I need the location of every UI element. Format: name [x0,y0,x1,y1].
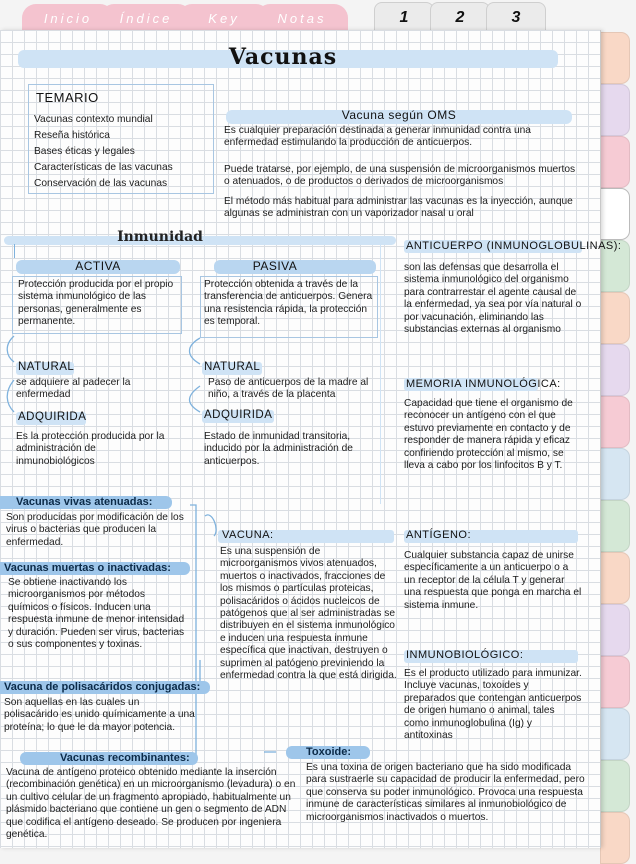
activa-adquirida-heading: ADQUIRIDA [18,411,87,423]
memoria-text: Capacidad que tiene el organismo de reconocer un antígeno con el que estuvo previamente en contacto y de responder de manera rápida y eficaz confiriendo protección al mismo, se lleva a cabo por los linfocitos B y T. [404,398,573,472]
side-tab[interactable] [600,656,630,708]
anticuerpo-heading: ANTICUERPO (INMUNOGLOBULINAS): [406,240,622,252]
side-tab[interactable] [600,812,630,864]
vacuna-text: Es una suspensión de microorganismos vivos atenuados, muertos o inactivados, fracciones de los mismos o partículas proteicas, polisacáridos o ácidos nucleicos de patógenos que al ser administradas se distribuyen en el sistema inmunológico e inducen una respuesta inmune específica que inactivan, destruyen o suprimen al patógeno previniendo la enfermedad contra la que está dirigida. [220,546,397,682]
side-tab[interactable] [600,604,630,656]
tab-notas[interactable]: Notas [256,4,348,34]
activa-heading: ACTIVA [75,259,121,273]
oms-administration: El método más habitual para administrar las vacunas es la inyección, aunque algunas se administran con un vaporizador nasal u oral [224,196,573,220]
temario-item[interactable]: Bases éticas y legales [34,146,135,157]
inmunidad-heading: Inmunidad [117,229,203,245]
pasiva-natural-text: Paso de anticuerpos de la madre al niño, a través de la placenta [208,377,369,401]
polisacaridos-text: Son aquellas en las cuales un polisacárido es unido químicamente a una proteína; lo que le da mayor potencia. [4,697,195,733]
tab-page-1[interactable]: 1 [374,2,434,33]
recombinantes-heading: Vacunas recombinantes: [60,752,190,764]
oms-examples: Puede tratarse, por ejemplo, de una suspensión de microorganismos muertos o atenuados, o de productos o derivados de microorganismos [224,164,576,188]
antigeno-heading: ANTÍGENO: [406,529,472,541]
temario-item[interactable]: Vacunas contexto mundial [34,114,153,125]
page-title: Vacunas [228,44,338,70]
side-tab[interactable] [600,32,630,84]
side-tab[interactable] [600,396,630,448]
temario-item[interactable]: Reseña histórica [34,130,110,141]
tab-page-3[interactable]: 3 [486,2,546,33]
activa-adquirida-text: Es la protección producida por la administración de inmunobiológicos [16,431,165,467]
side-tab[interactable] [598,188,630,240]
arrow-pasiva-natural [190,338,201,364]
antigeno-text: Cualquier substancia capaz de unirse específicamente a un anticuerpo o a un receptor de la célula T y generar una respuesta que ponga en marcha el sistema inmune. [404,550,582,611]
temario-item[interactable]: Conservación de las vacunas [34,178,168,189]
tab-key[interactable]: Key [178,4,270,34]
muertas-heading: Vacunas muertas o inactivadas: [4,562,171,574]
arrow-activa-natural [7,336,14,362]
oms-heading: Vacuna según OMS [341,108,457,122]
recombinantes-text: Vacuna de antígeno proteico obtenido mediante la inserción (recombinación genética) en un microorganismo (levadura) o en un cultivo celular de un fragmento apropiado, habitualmente un plásmido bacteriano que contiene un gen o segmento de ADN que codifica el antígeno deseado. Se producen por ingeniera genética. [6,767,296,841]
side-tab[interactable] [600,292,630,344]
pasiva-adquirida-text: Estado de inmunidad transitoria, inducido por la administración de anticuerpos. [204,431,353,467]
side-tab[interactable] [600,760,630,812]
toxoide-heading: Toxoide: [306,746,352,758]
anticuerpo-text: son las defensas que desarrolla el sistema inmunológico del organismo para contrarrestar el agente causal de la enfermedad, ya sea por vía natural o por vacunación, eliminando las substancias externas al organismo [404,262,582,336]
arrow-pasiva-adquirida [190,386,201,412]
inmunobiologico-text: Es el producto utilizado para inmunizar. Incluye vacunas, toxoides y preparados que contengan anticuerpos de origen humano o animal, tales como inmunoglobulina (Ig) y antitoxinas [404,668,582,742]
side-tab[interactable] [600,136,630,188]
tab-page-2[interactable]: 2 [430,2,490,33]
inmunobiologico-heading: INMUNOBIOLÓGICO: [406,649,524,661]
pasiva-text: Protección obtenida a través de la transferencia de anticuerpos. Genera una resistencia rápida, la protección es temporal. [204,279,373,328]
activa-natural-heading: NATURAL [18,361,75,373]
vivas-heading: Vacunas vivas atenuadas: [16,496,153,508]
side-tab[interactable] [600,84,630,136]
tab-indice[interactable]: Índice [100,4,192,34]
vivas-text: Son producidas por modificación de los virus o bacterias que producen la enfermedad. [6,512,184,548]
side-tab[interactable] [600,552,630,604]
pasiva-natural-heading: NATURAL [204,361,261,373]
memoria-heading: MEMORIA INMUNOLÓGICA: [406,378,561,390]
side-tab[interactable] [600,448,630,500]
vacuna-heading: VACUNA: [222,529,274,541]
pasiva-heading: PASIVA [252,259,298,273]
pasiva-adquirida-heading: ADQUIRIDA [204,409,273,421]
temario-heading: TEMARIO [36,90,99,105]
oms-definition: Es cualquier preparación destinada a generar inmunidad contra una enfermedad estimulando la producción de anticuerpos. [224,125,531,149]
side-tab[interactable] [600,344,630,396]
muertas-text: Se obtiene inactivando los microorganismos por métodos químicos o físicos. Inducen una respuesta inmune de menor intensidad y duración. Pueden ser virus, bacterias o sus componentes y toxinas. [8,577,185,651]
toxoide-text: Es una toxina de origen bacteriano que ha sido modificada para sustraerle su capacidad de producir la enfermedad, pero que conserva su poder inmunológico. Provoca una respuesta inmune de características similares al inmunobiológico de microorganismos inactivados o muertos. [306,762,585,823]
arrow-vacuna [205,515,216,536]
arrow-activa-adquirida [7,380,14,412]
temario-item[interactable]: Características de las vacunas [34,162,173,173]
side-tab[interactable] [600,708,630,760]
arrow-polisacaridos [190,660,200,683]
activa-natural-text: se adquiere al padecer la enfermedad [16,377,131,401]
tab-inicio[interactable]: Inicio [22,4,114,34]
polisacaridos-heading: Vacuna de polisacáridos conjugadas: [4,681,201,693]
activa-text: Protección producida por el propio sistema inmunológico de las personas, generalmente es permanente. [18,279,174,328]
side-tab[interactable] [600,500,630,552]
